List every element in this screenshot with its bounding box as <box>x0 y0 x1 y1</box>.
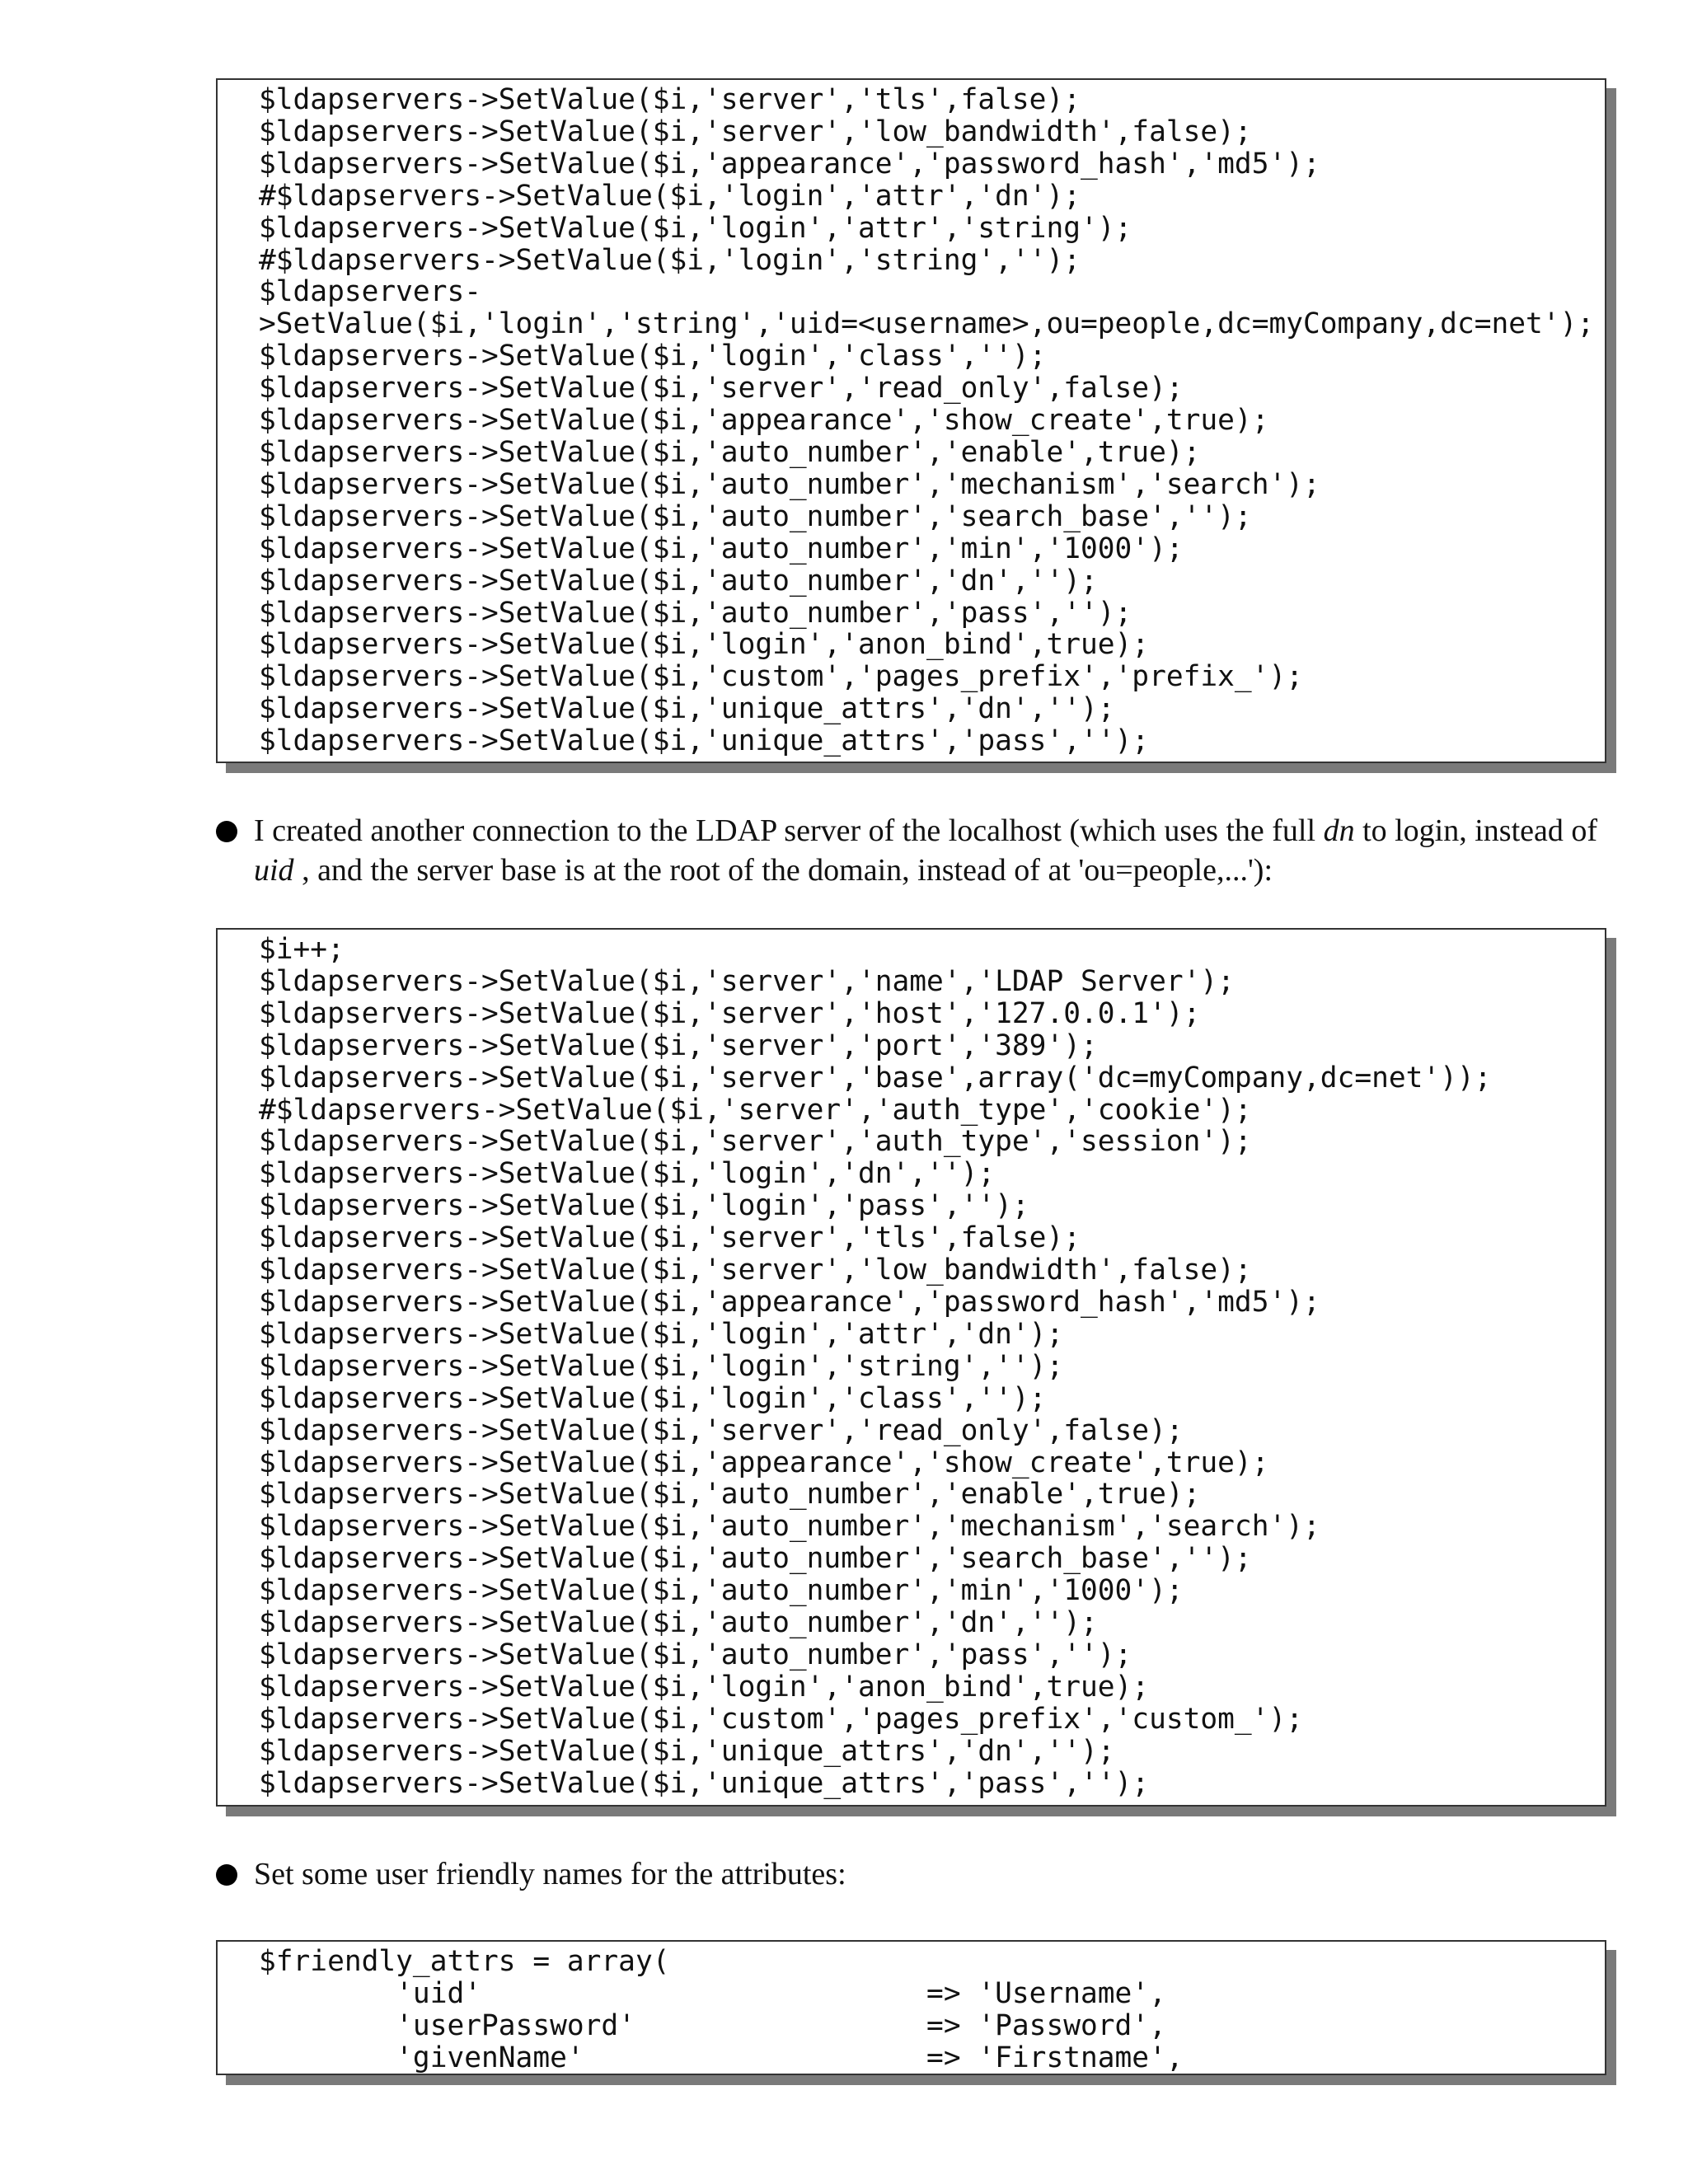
code-line: >SetValue($i,'login','string','uid=<username>,ou=people,dc=myCompany,dc=net'); <box>259 307 1595 341</box>
code-line: $ldapservers->SetValue($i,'server','low_bandwidth',false); <box>259 115 1252 148</box>
code-line: $ldapservers->SetValue($i,'auto_number','search_base',''); <box>259 1542 1252 1576</box>
bullet-text: Set some user friendly names for the attributes: <box>254 1857 846 1891</box>
code-line: $ldapservers->SetValue($i,'server','base',array('dc=myCompany,dc=net')); <box>259 1061 1492 1094</box>
code-line: $ldapservers->SetValue($i,'login','class',''); <box>259 1381 1047 1415</box>
code-line: $ldapservers->SetValue($i,'custom','pages_prefix','prefix_'); <box>259 660 1304 694</box>
code-line: $ldapservers->SetValue($i,'server','read_only',false); <box>259 372 1184 405</box>
code-line: $ldapservers->SetValue($i,'auto_number','dn',''); <box>259 1606 1098 1640</box>
code-line: #$ldapservers->SetValue($i,'login','string',''); <box>259 243 1081 277</box>
code-line: $ldapservers->SetValue($i,'server','tls',false); <box>259 1221 1081 1255</box>
code-line: $ldapservers->SetValue($i,'server','auth_type','session'); <box>259 1125 1252 1159</box>
code-line: $ldapservers->SetValue($i,'server','low_bandwidth',false); <box>259 1254 1252 1287</box>
code-line: $ldapservers->SetValue($i,'appearance','password_hash','md5'); <box>259 147 1320 180</box>
code-line: $ldapservers->SetValue($i,'appearance','password_hash','md5'); <box>259 1285 1320 1319</box>
code-line: $ldapservers->SetValue($i,'server','host','127.0.0.1'); <box>259 996 1201 1030</box>
code-block-1 <box>216 78 1606 763</box>
bullet-italic-term: dn <box>1323 813 1355 848</box>
code-line: $ldapservers->SetValue($i,'server','port','389'); <box>259 1029 1098 1062</box>
code-line: $ldapservers->SetValue($i,'auto_number','mechanism','search'); <box>259 1510 1320 1544</box>
code-line: $ldapservers->SetValue($i,'login','string',''); <box>259 1349 1064 1383</box>
code-block-3-text <box>259 1946 1184 2074</box>
code-line: $ldapservers->SetValue($i,'auto_number','dn',''); <box>259 564 1098 598</box>
code-line: $ldapservers->SetValue($i,'auto_number','min','1000'); <box>259 1574 1184 1608</box>
code-line: $friendly_attrs = array( <box>259 1945 670 1978</box>
bullet-text-part: , and the server base is at the root of the domain, instead of at 'ou=people,...'): <box>293 853 1273 888</box>
code-block-3 <box>216 1940 1606 2075</box>
code-line: $ldapservers->SetValue($i,'login','class',''); <box>259 340 1047 373</box>
bullet-text <box>254 811 1606 890</box>
code-line: $ldapservers->SetValue($i,'auto_number','min','1000'); <box>259 532 1184 565</box>
code-line: $ldapservers->SetValue($i,'login','anon_bind',true); <box>259 1670 1150 1704</box>
code-line: $ldapservers->SetValue($i,'custom','pages_prefix','custom_'); <box>259 1702 1304 1736</box>
bullet-dot-icon <box>216 1864 237 1886</box>
code-line: $ldapservers->SetValue($i,'appearance','show_create',true); <box>259 1446 1269 1479</box>
code-block-2 <box>216 928 1606 1807</box>
code-line: $ldapservers->SetValue($i,'auto_number','pass',''); <box>259 596 1132 630</box>
bullet-italic-term: uid <box>254 853 294 888</box>
code-line: 'uid' => 'Username', <box>259 1976 1166 2010</box>
code-line: $ldapservers->SetValue($i,'appearance','show_create',true); <box>259 404 1269 438</box>
code-line: 'userPassword' => 'Password', <box>259 2008 1166 2042</box>
code-line: $ldapservers->SetValue($i,'login','pass',''); <box>259 1189 1029 1223</box>
bullet-text-part: to login, instead of <box>1354 813 1598 848</box>
code-line: $ldapservers->SetValue($i,'login','attr','dn'); <box>259 1317 1064 1351</box>
code-block-1-text <box>259 84 1594 757</box>
code-line: $ldapservers->SetValue($i,'auto_number','mechanism','search'); <box>259 467 1320 501</box>
code-line: $ldapservers->SetValue($i,'login','attr','string'); <box>259 211 1132 245</box>
code-line: $ldapservers- <box>259 275 482 309</box>
bullet-text-part: I created another connection to the LDAP server of the localhost (which uses the full <box>254 813 1324 848</box>
code-line: $ldapservers->SetValue($i,'server','tls',false); <box>259 83 1081 116</box>
code-block-2-text <box>259 934 1492 1799</box>
code-line: $i++; <box>259 933 345 966</box>
code-line: $ldapservers->SetValue($i,'auto_number','pass',''); <box>259 1638 1132 1671</box>
code-line: $ldapservers->SetValue($i,'server','read_only',false); <box>259 1413 1184 1447</box>
code-line: $ldapservers->SetValue($i,'server','name','LDAP Server'); <box>259 964 1235 998</box>
code-line: $ldapservers->SetValue($i,'unique_attrs','dn',''); <box>259 1734 1115 1768</box>
code-line: $ldapservers->SetValue($i,'auto_number','enable',true); <box>259 435 1201 469</box>
code-line: #$ldapservers->SetValue($i,'login','attr','dn'); <box>259 179 1081 213</box>
code-line: $ldapservers->SetValue($i,'unique_attrs','dn',''); <box>259 692 1115 726</box>
code-line: $ldapservers->SetValue($i,'auto_number','enable',true); <box>259 1478 1201 1511</box>
code-line: $ldapservers->SetValue($i,'login','anon_bind',true); <box>259 628 1150 662</box>
bullet-dot-icon <box>216 821 237 842</box>
code-line: $ldapservers->SetValue($i,'auto_number','search_base',''); <box>259 499 1252 533</box>
code-line: $ldapservers->SetValue($i,'login','dn',''); <box>259 1157 996 1191</box>
code-line: $ldapservers->SetValue($i,'unique_attrs','pass',''); <box>259 1766 1150 1800</box>
code-line: $ldapservers->SetValue($i,'unique_attrs','pass',''); <box>259 724 1150 758</box>
code-line: 'givenName' => 'Firstname', <box>259 2041 1184 2074</box>
code-line: #$ldapservers->SetValue($i,'server','auth_type','cookie'); <box>259 1093 1252 1127</box>
